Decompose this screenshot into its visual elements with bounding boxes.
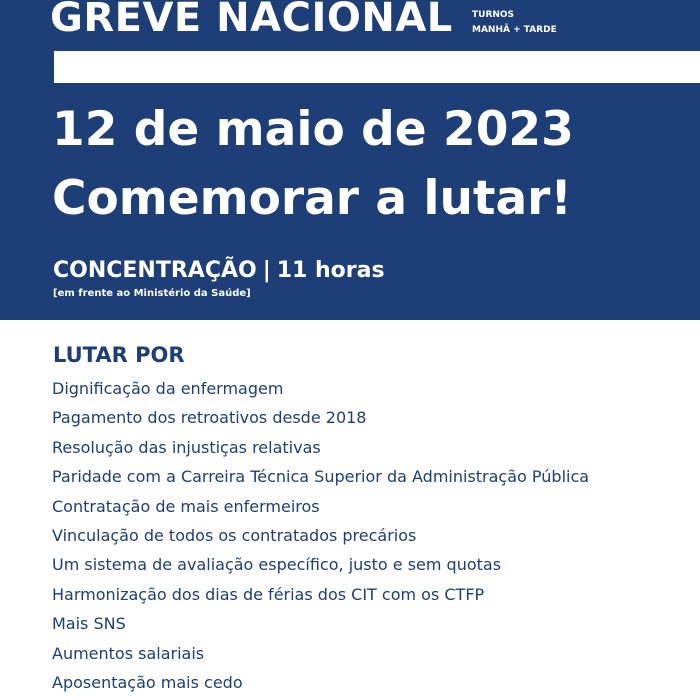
demand-item: Pagamento dos retroativos desde 2018 xyxy=(52,408,367,428)
event-slogan: Comemorar a lutar! xyxy=(52,171,572,226)
demands-list xyxy=(52,374,589,697)
demand-item: Resolução das injustiças relativas xyxy=(52,437,321,457)
demand-item: Vinculação de todos os contratados precários xyxy=(52,526,417,546)
concentration-line xyxy=(53,256,385,286)
demand-item: Aumentos salariais xyxy=(52,643,205,663)
demand-item: Dignificação da enfermagem xyxy=(52,379,284,398)
demand-item: Mais SNS xyxy=(52,614,126,634)
concentration-label: CONCENTRAÇÃO xyxy=(53,258,257,283)
demand-item: Paridade com a Carreira Técnica Superior da Administração Pública xyxy=(52,467,590,487)
poster-title: GREVE NACIONAL xyxy=(50,0,453,41)
white-stripe xyxy=(54,51,700,83)
shifts-label: TURNOS xyxy=(472,10,515,20)
concentration-location: [em frente ao Ministério da Saúde] xyxy=(53,288,251,299)
concentration-separator: | xyxy=(262,258,271,283)
shifts-note xyxy=(472,8,557,38)
event-date: 12 de maio de 2023 xyxy=(52,102,574,157)
demand-item: Um sistema de avaliação específico, justo e sem quotas xyxy=(52,555,502,575)
demand-item: Aposentação mais cedo xyxy=(52,673,243,693)
demand-item: Harmonização dos dias de férias dos CIT com os CTFP xyxy=(52,584,485,604)
demands-title: LUTAR POR xyxy=(53,343,185,367)
shifts-times: MANHÃ + TARDE xyxy=(472,25,557,35)
demand-item: Contratação de mais enfermeiros xyxy=(52,496,320,516)
concentration-time: 11 horas xyxy=(276,258,385,283)
